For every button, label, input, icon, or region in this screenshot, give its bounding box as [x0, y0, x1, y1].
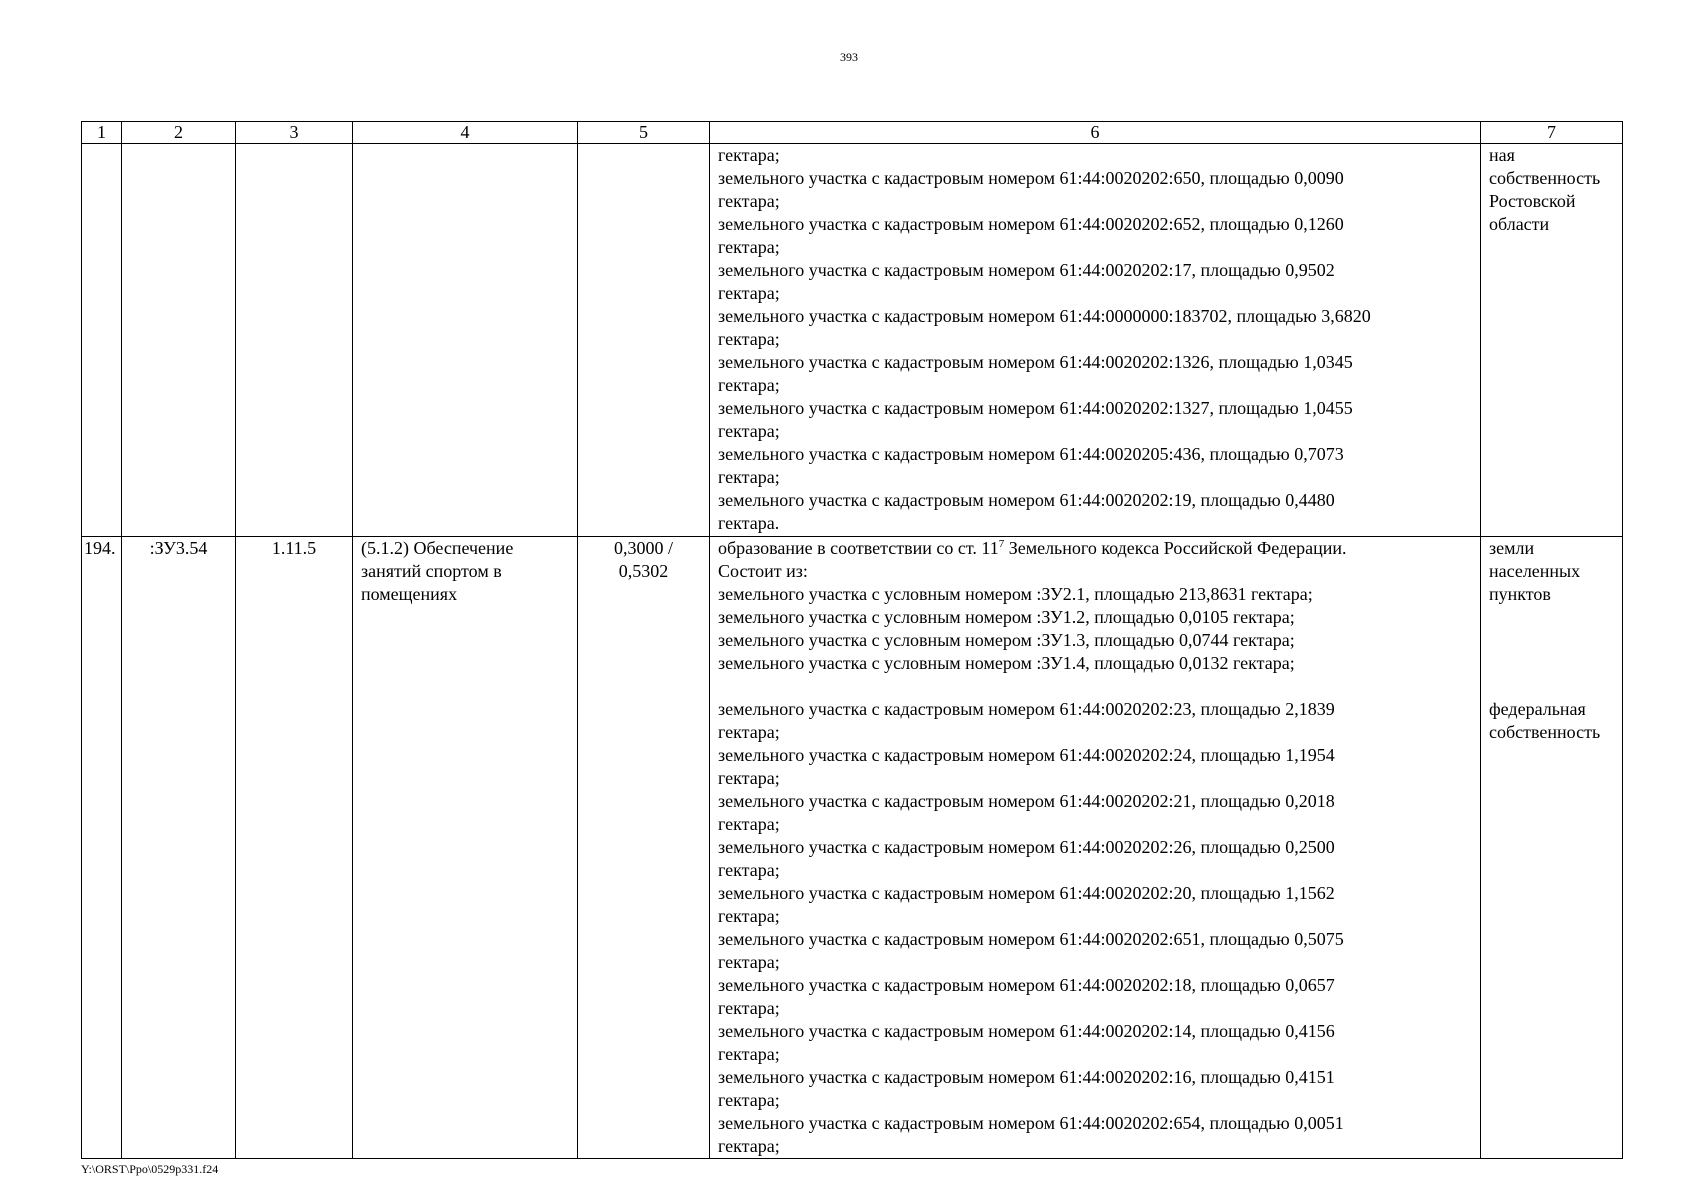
- cell-area: [578, 537, 710, 1159]
- text-line: собственность: [1489, 722, 1601, 742]
- cell-number: [82, 144, 122, 537]
- cell-classifier: 1.11.5: [236, 537, 353, 1159]
- text-line: гектара;: [718, 191, 780, 211]
- blank-line: [1489, 629, 1614, 652]
- text-line: земельного участка с кадастровым номером 61:44:0020202:14, площадью 0,4156: [718, 1021, 1335, 1041]
- cell-number: 194.: [82, 537, 122, 1159]
- text-line: 0,3000 /: [613, 538, 673, 558]
- text-line: земельного участка с кадастровым номером 61:44:0020202:652, площадью 0,1260: [718, 214, 1344, 234]
- text-line: земельного участка с кадастровым номером 61:44:0020202:19, площадью 0,4480: [718, 490, 1335, 510]
- text-line: земли: [1489, 538, 1535, 558]
- cell-code: [122, 144, 236, 537]
- cell-use: [353, 537, 578, 1159]
- text-line: земельного участка с кадастровым номером 61:44:0020202:23, площадью 2,1839: [718, 699, 1335, 719]
- file-path-footer: Y:\ORST\Ppo\0529p331.f24: [81, 1162, 219, 1176]
- text-line: 0,5302: [618, 561, 669, 581]
- text-line: земельного участка с кадастровым номером 61:44:0020202:24, площадью 1,1954: [718, 745, 1335, 765]
- text-line: области: [1489, 214, 1550, 234]
- text-line: гектара;: [718, 768, 780, 788]
- text-line: помещениях: [361, 584, 458, 604]
- column-header: 3: [236, 122, 353, 144]
- text-line: гектара;: [718, 998, 780, 1018]
- column-header: 7: [1481, 122, 1623, 144]
- text-line: населенных: [1489, 561, 1581, 581]
- cell-land-category: [1481, 537, 1623, 1159]
- text-line: земельного участка с кадастровым номером 61:44:0020202:650, площадью 0,0090: [718, 168, 1344, 188]
- text-line: земельного участка с условным номером :ЗУ1.3, площадью 0,0744 гектара;: [718, 630, 1295, 650]
- column-header: 5: [578, 122, 710, 144]
- column-header: 4: [353, 122, 578, 144]
- column-header: 2: [122, 122, 236, 144]
- text-line: гектара;: [718, 1044, 780, 1064]
- text-line: земельного участка с кадастровым номером 61:44:0020202:20, площадью 1,1562: [718, 883, 1335, 903]
- table-row: [82, 537, 1623, 1159]
- text-line: земельного участка с условным номером :ЗУ2.1, площадью 213,8631 гектара;: [718, 584, 1313, 604]
- cell-code: :ЗУ3.54: [122, 537, 236, 1159]
- intro-text: образование в соответствии со ст. 11: [718, 538, 999, 558]
- cell-area: [578, 144, 710, 537]
- text-line: земельного участка с кадастровым номером 61:44:0020205:436, площадью 0,7073: [718, 444, 1344, 464]
- text-line: гектара;: [718, 1090, 780, 1110]
- text-line: гектара;: [718, 145, 780, 165]
- text-line: гектара;: [718, 421, 780, 441]
- text-line: гектара;: [718, 283, 780, 303]
- text-line: гектара;: [718, 237, 780, 257]
- text-line: гектара;: [718, 467, 780, 487]
- text-line: (5.1.2) Обеспечение: [361, 538, 514, 558]
- table-header-row: [82, 122, 1623, 144]
- blank-line: [1489, 675, 1614, 698]
- text-line: Ростовской: [1489, 191, 1576, 211]
- table-row: [82, 144, 1623, 537]
- text-line: гектара;: [718, 814, 780, 834]
- text-line: земельного участка с кадастровым номером 61:44:0020202:17, площадью 0,9502: [718, 260, 1335, 280]
- text-line: пунктов: [1489, 584, 1551, 604]
- text-line: земельного участка с условным номером :ЗУ1.2, площадью 0,0105 гектара;: [718, 607, 1295, 627]
- text-line: земельного участка с кадастровым номером 61:44:0020202:654, площадью 0,0051: [718, 1113, 1344, 1133]
- text-line: гектара;: [718, 329, 780, 349]
- text-line: занятий спортом в: [361, 561, 502, 581]
- page-number: 393: [840, 50, 858, 64]
- intro-line: [718, 537, 1472, 560]
- blank-line: [718, 675, 1472, 698]
- cell-land-category: [1481, 144, 1623, 537]
- text-line: земельного участка с кадастровым номером 61:44:0020202:1326, площадью 1,0345: [718, 352, 1353, 372]
- cell-description: [710, 537, 1481, 1159]
- text-line: гектара;: [718, 952, 780, 972]
- text-line: гектара;: [718, 906, 780, 926]
- blank-line: [1489, 606, 1614, 629]
- text-line: гектара;: [718, 722, 780, 742]
- text-line: земельного участка с кадастровым номером 61:44:0020202:16, площадью 0,4151: [718, 1067, 1335, 1087]
- column-header: 1: [82, 122, 122, 144]
- text-line: гектара;: [718, 375, 780, 395]
- text-line: земельного участка с кадастровым номером 61:44:0020202:26, площадью 0,2500: [718, 837, 1335, 857]
- text-line: земельного участка с кадастровым номером 61:44:0020202:21, площадью 0,2018: [718, 791, 1335, 811]
- blank-line: [1489, 652, 1614, 675]
- text-line: гектара.: [718, 513, 780, 533]
- cell-use: [353, 144, 578, 537]
- text-line: земельного участка с кадастровым номером 61:44:0020202:1327, площадью 1,0455: [718, 398, 1353, 418]
- article-superscript: 7: [998, 538, 1005, 550]
- text-line: земельного участка с кадастровым номером 61:44:0020202:18, площадью 0,0657: [718, 975, 1335, 995]
- cell-classifier: [236, 144, 353, 537]
- text-line: гектара;: [718, 860, 780, 880]
- text-line: собственность: [1489, 168, 1601, 188]
- land-plots-table: [81, 121, 1623, 1159]
- text-line: гектара;: [718, 1136, 780, 1156]
- column-header: 6: [710, 122, 1481, 144]
- text-line: Состоит из:: [718, 561, 808, 581]
- text-line: земельного участка с кадастровым номером 61:44:0000000:183702, площадью 3,6820: [718, 306, 1371, 326]
- text-line: земельного участка с кадастровым номером 61:44:0020202:651, площадью 0,5075: [718, 929, 1344, 949]
- text-line: федеральная: [1489, 699, 1586, 719]
- text-line: земельного участка с условным номером :ЗУ1.4, площадью 0,0132 гектара;: [718, 653, 1295, 673]
- cell-description: [710, 144, 1481, 537]
- intro-text-end: Земельного кодекса Российской Федерации.: [1004, 538, 1347, 558]
- text-line: ная: [1489, 145, 1515, 165]
